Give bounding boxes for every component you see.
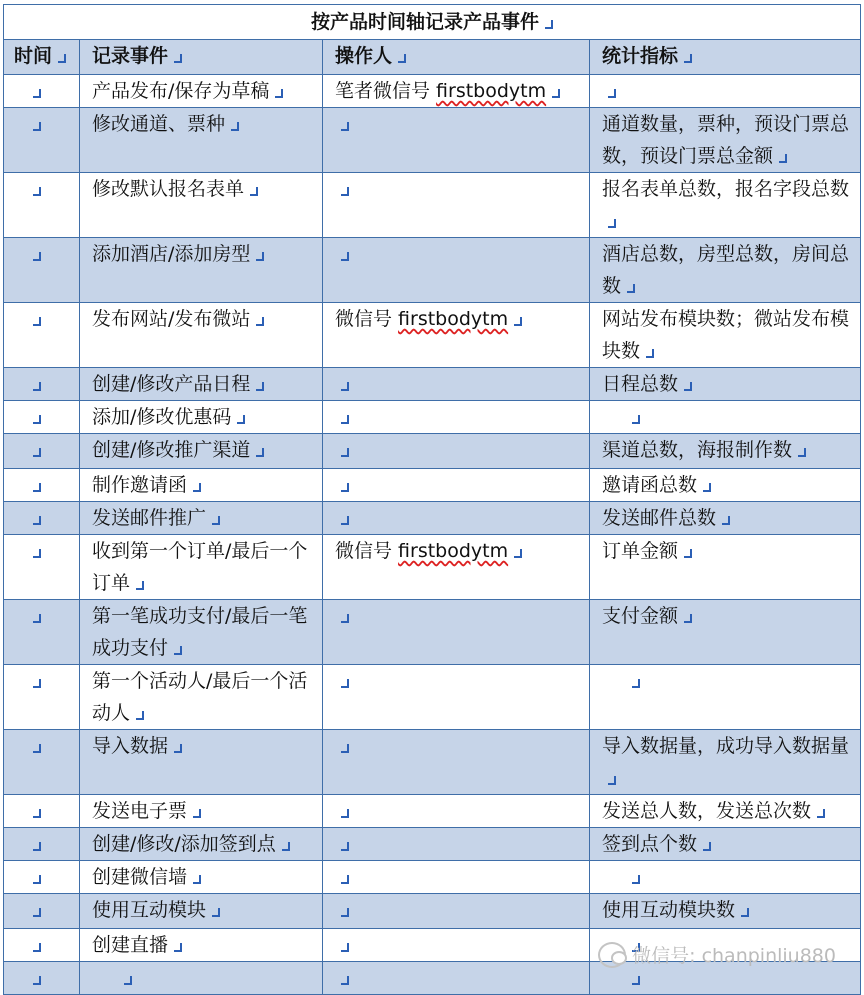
paragraph-mark-icon <box>514 549 522 558</box>
paragraph-mark-icon <box>33 744 41 753</box>
table-row <box>4 401 861 434</box>
paragraph-mark-icon <box>237 415 245 424</box>
paragraph-mark-icon <box>33 382 41 391</box>
table-row <box>4 75 861 108</box>
metric-text: 邀请函总数 <box>602 474 698 496</box>
table-row <box>4 108 861 173</box>
paragraph-mark-icon <box>174 744 182 753</box>
event-cell <box>80 929 323 962</box>
event-text: 使用互动模块 <box>92 899 207 921</box>
metric-text: 发送邮件总数 <box>602 507 717 529</box>
metric-text: 订单金额 <box>602 540 679 562</box>
event-text: 添加酒店/添加房型 <box>92 243 251 265</box>
event-cell <box>80 502 323 535</box>
paragraph-mark-icon <box>174 646 182 655</box>
event-cell <box>80 469 323 502</box>
event-text: 修改默认报名表单 <box>92 178 245 200</box>
event-table <box>3 4 861 995</box>
table-row <box>4 434 861 469</box>
event-text: 创建/修改推广渠道 <box>92 439 251 461</box>
event-cell <box>80 828 323 861</box>
paragraph-mark-icon <box>33 809 41 818</box>
operator-cell <box>323 962 590 995</box>
event-cell <box>80 173 323 238</box>
paragraph-mark-icon <box>33 842 41 851</box>
paragraph-mark-icon <box>33 89 41 98</box>
paragraph-mark-icon <box>398 54 406 63</box>
watermark <box>598 941 836 968</box>
operator-cell <box>323 502 590 535</box>
operator-cell <box>323 75 590 108</box>
paragraph-mark-icon <box>341 382 349 391</box>
operator-wechat-id: firstbodytm <box>436 80 547 102</box>
operator-cell <box>323 303 590 368</box>
operator-wechat-id: firstbodytm <box>398 540 509 562</box>
table-row <box>4 665 861 730</box>
metric-cell <box>590 469 861 502</box>
event-cell <box>80 368 323 401</box>
event-cell <box>80 108 323 173</box>
paragraph-mark-icon <box>33 875 41 884</box>
table-row <box>4 535 861 600</box>
metric-text: 日程总数 <box>602 373 679 395</box>
event-cell <box>80 730 323 795</box>
metric-cell <box>590 894 861 929</box>
paragraph-mark-icon <box>341 252 349 261</box>
operator-wechat-id: firstbodytm <box>398 308 509 330</box>
time-cell <box>4 469 80 502</box>
operator-cell <box>323 108 590 173</box>
wechat-icon <box>598 942 626 968</box>
event-text: 创建/修改/添加签到点 <box>92 833 276 855</box>
header-metric-label: 统计指标 <box>602 45 679 67</box>
metric-cell <box>590 303 861 368</box>
operator-prefix: 笔者微信号 <box>335 80 437 102</box>
paragraph-mark-icon <box>341 744 349 753</box>
paragraph-mark-icon <box>250 187 258 196</box>
operator-prefix: 微信号 <box>335 308 399 330</box>
paragraph-mark-icon <box>33 252 41 261</box>
event-cell <box>80 962 323 995</box>
operator-cell <box>323 535 590 600</box>
table-row <box>4 795 861 828</box>
metric-text: 使用互动模块数 <box>602 899 736 921</box>
event-cell <box>80 600 323 665</box>
paragraph-mark-icon <box>256 252 264 261</box>
paragraph-mark-icon <box>341 614 349 623</box>
metric-cell <box>590 795 861 828</box>
time-cell <box>4 894 80 929</box>
operator-cell <box>323 795 590 828</box>
metric-text: 支付金额 <box>602 605 679 627</box>
event-text: 修改通道、票种 <box>92 113 226 135</box>
header-operator <box>323 40 590 75</box>
paragraph-mark-icon <box>193 483 201 492</box>
event-cell <box>80 434 323 469</box>
paragraph-mark-icon <box>275 89 283 98</box>
time-cell <box>4 861 80 894</box>
paragraph-mark-icon <box>33 943 41 952</box>
time-cell <box>4 795 80 828</box>
time-cell <box>4 303 80 368</box>
metric-text: 发送总人数，发送总次数 <box>602 800 812 822</box>
paragraph-mark-icon <box>684 54 692 63</box>
event-text: 收到第一个订单/最后一个订单 <box>92 540 308 594</box>
table-row <box>4 894 861 929</box>
event-cell <box>80 401 323 434</box>
event-text: 创建直播 <box>92 934 169 956</box>
metric-cell <box>590 600 861 665</box>
paragraph-mark-icon <box>779 154 787 163</box>
time-cell <box>4 535 80 600</box>
paragraph-mark-icon <box>256 382 264 391</box>
operator-cell <box>323 929 590 962</box>
paragraph-mark-icon <box>632 976 640 985</box>
event-text: 添加/修改优惠码 <box>92 406 232 428</box>
event-text: 发送电子票 <box>92 800 188 822</box>
paragraph-mark-icon <box>212 516 220 525</box>
paragraph-mark-icon <box>33 679 41 688</box>
paragraph-mark-icon <box>684 549 692 558</box>
table-row <box>4 730 861 795</box>
paragraph-mark-icon <box>136 581 144 590</box>
paragraph-mark-icon <box>514 317 522 326</box>
event-cell <box>80 861 323 894</box>
metric-cell <box>590 828 861 861</box>
header-row <box>4 40 861 75</box>
paragraph-mark-icon <box>341 122 349 131</box>
paragraph-mark-icon <box>341 976 349 985</box>
event-cell <box>80 894 323 929</box>
operator-cell <box>323 469 590 502</box>
metric-cell <box>590 730 861 795</box>
table-row <box>4 238 861 303</box>
paragraph-mark-icon <box>684 382 692 391</box>
operator-cell <box>323 368 590 401</box>
paragraph-mark-icon <box>798 448 806 457</box>
time-cell <box>4 730 80 795</box>
event-text: 创建/修改产品日程 <box>92 373 251 395</box>
event-cell <box>80 665 323 730</box>
metric-cell <box>590 173 861 238</box>
header-operator-label: 操作人 <box>335 45 393 67</box>
paragraph-mark-icon <box>741 908 749 917</box>
operator-cell <box>323 401 590 434</box>
paragraph-mark-icon <box>627 284 635 293</box>
table-row <box>4 502 861 535</box>
paragraph-mark-icon <box>684 614 692 623</box>
time-cell <box>4 108 80 173</box>
table-row <box>4 303 861 368</box>
metric-cell <box>590 535 861 600</box>
paragraph-mark-icon <box>341 483 349 492</box>
paragraph-mark-icon <box>33 122 41 131</box>
table-row <box>4 861 861 894</box>
paragraph-mark-icon <box>282 842 290 851</box>
metric-text: 签到点个数 <box>602 833 698 855</box>
paragraph-mark-icon <box>703 842 711 851</box>
paragraph-mark-icon <box>632 875 640 884</box>
paragraph-mark-icon <box>193 809 201 818</box>
metric-cell <box>590 401 861 434</box>
paragraph-mark-icon <box>703 483 711 492</box>
event-text: 制作邀请函 <box>92 474 188 496</box>
operator-cell <box>323 828 590 861</box>
paragraph-mark-icon <box>608 776 616 785</box>
operator-cell <box>323 434 590 469</box>
event-cell <box>80 795 323 828</box>
paragraph-mark-icon <box>341 516 349 525</box>
paragraph-mark-icon <box>646 349 654 358</box>
paragraph-mark-icon <box>33 415 41 424</box>
paragraph-mark-icon <box>33 483 41 492</box>
paragraph-mark-icon <box>33 516 41 525</box>
event-text: 发送邮件推广 <box>92 507 207 529</box>
time-cell <box>4 962 80 995</box>
metric-cell <box>590 665 861 730</box>
operator-cell <box>323 173 590 238</box>
paragraph-mark-icon <box>212 908 220 917</box>
metric-cell <box>590 368 861 401</box>
event-cell <box>80 238 323 303</box>
operator-cell <box>323 600 590 665</box>
metric-cell <box>590 108 861 173</box>
event-cell <box>80 303 323 368</box>
paragraph-mark-icon <box>256 448 264 457</box>
paragraph-mark-icon <box>632 415 640 424</box>
operator-cell <box>323 861 590 894</box>
operator-cell <box>323 665 590 730</box>
operator-prefix: 微信号 <box>335 540 399 562</box>
operator-cell <box>323 238 590 303</box>
table-row <box>4 469 861 502</box>
paragraph-mark-icon <box>341 943 349 952</box>
paragraph-mark-icon <box>552 89 560 98</box>
paragraph-mark-icon <box>33 614 41 623</box>
time-cell <box>4 173 80 238</box>
header-time-label: 时间 <box>14 45 53 67</box>
header-event-label: 记录事件 <box>92 45 169 67</box>
metric-cell <box>590 502 861 535</box>
time-cell <box>4 368 80 401</box>
event-cell <box>80 535 323 600</box>
time-cell <box>4 434 80 469</box>
time-cell <box>4 600 80 665</box>
metric-text: 酒店总数，房型总数，房间总数 <box>602 243 850 297</box>
time-cell <box>4 401 80 434</box>
paragraph-mark-icon <box>33 976 41 985</box>
paragraph-mark-icon <box>33 317 41 326</box>
paragraph-mark-icon <box>341 187 349 196</box>
time-cell <box>4 238 80 303</box>
paragraph-mark-icon <box>341 448 349 457</box>
paragraph-mark-icon <box>341 415 349 424</box>
table-row <box>4 600 861 665</box>
time-cell <box>4 502 80 535</box>
event-text: 第一笔成功支付/最后一笔成功支付 <box>92 605 308 659</box>
paragraph-mark-icon <box>33 549 41 558</box>
paragraph-mark-icon <box>722 516 730 525</box>
metric-text: 通道数量，票种，预设门票总数，预设门票总金额 <box>602 113 850 167</box>
paragraph-mark-icon <box>136 711 144 720</box>
metric-text: 报名表单总数，报名字段总数 <box>602 178 850 200</box>
paragraph-mark-icon <box>58 54 66 63</box>
time-cell <box>4 665 80 730</box>
metric-text: 渠道总数，海报制作数 <box>602 439 793 461</box>
paragraph-mark-icon <box>174 943 182 952</box>
metric-cell <box>590 75 861 108</box>
event-cell <box>80 75 323 108</box>
paragraph-mark-icon <box>33 187 41 196</box>
paragraph-mark-icon <box>341 679 349 688</box>
paragraph-mark-icon <box>608 219 616 228</box>
paragraph-mark-icon <box>341 875 349 884</box>
paragraph-mark-icon <box>124 976 132 985</box>
table-row <box>4 368 861 401</box>
table-title-text: 按产品时间轴记录产品事件 <box>311 11 540 33</box>
header-metric <box>590 40 861 75</box>
header-event <box>80 40 323 75</box>
paragraph-mark-icon <box>817 809 825 818</box>
time-cell <box>4 929 80 962</box>
metric-cell <box>590 434 861 469</box>
paragraph-mark-icon <box>33 908 41 917</box>
paragraph-mark-icon <box>231 122 239 131</box>
paragraph-mark-icon <box>256 317 264 326</box>
event-text: 导入数据 <box>92 735 169 757</box>
event-table-container <box>3 4 860 995</box>
operator-cell <box>323 894 590 929</box>
event-text: 产品发布/保存为草稿 <box>92 80 270 102</box>
metric-cell <box>590 861 861 894</box>
metric-cell <box>590 238 861 303</box>
table-row <box>4 828 861 861</box>
time-cell <box>4 75 80 108</box>
event-text: 创建微信墙 <box>92 866 188 888</box>
event-text: 第一个活动人/最后一个活动人 <box>92 670 308 724</box>
paragraph-mark-icon <box>33 448 41 457</box>
paragraph-mark-icon <box>193 875 201 884</box>
event-text: 发布网站/发布微站 <box>92 308 251 330</box>
table-title <box>4 5 861 40</box>
operator-cell <box>323 730 590 795</box>
paragraph-mark-icon <box>341 908 349 917</box>
header-time <box>4 40 80 75</box>
metric-text: 导入数据量，成功导入数据量 <box>602 735 850 757</box>
paragraph-mark-icon <box>174 54 182 63</box>
time-cell <box>4 828 80 861</box>
paragraph-mark-icon <box>545 20 553 29</box>
paragraph-mark-icon <box>632 679 640 688</box>
paragraph-mark-icon <box>341 809 349 818</box>
paragraph-mark-icon <box>341 842 349 851</box>
watermark-text: 微信号: chanpinliu880 <box>632 945 836 967</box>
metric-text: 网站发布模块数；微站发布模块数 <box>602 308 850 362</box>
paragraph-mark-icon <box>608 89 616 98</box>
table-row <box>4 173 861 238</box>
